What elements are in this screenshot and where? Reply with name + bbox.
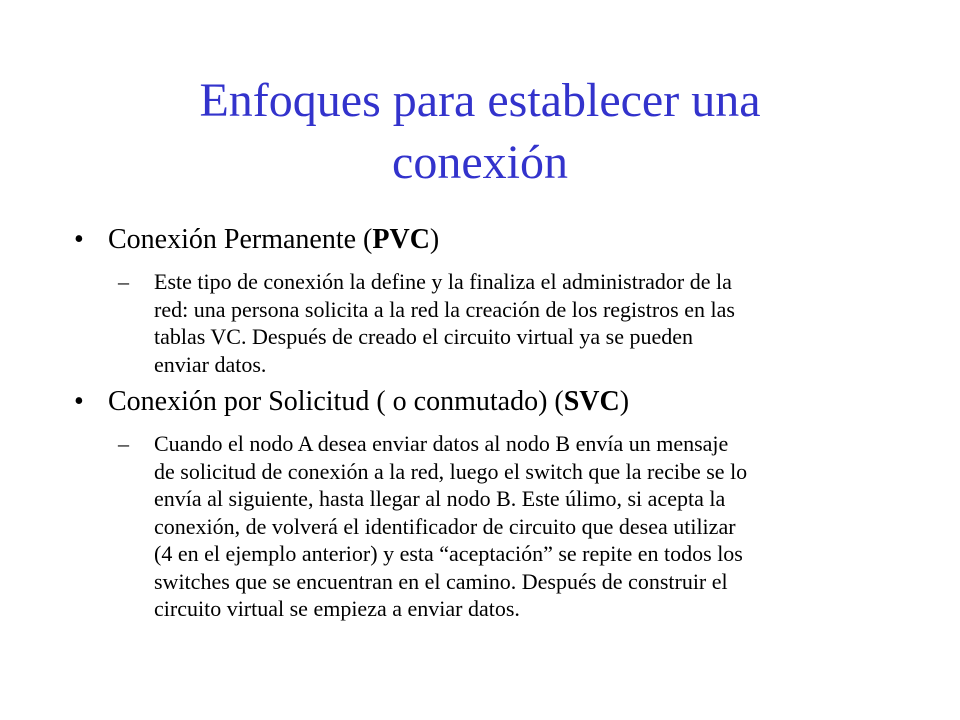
heading-bold: PVC bbox=[372, 224, 430, 255]
sub-line: conexión, de volverá el identificador de circuito que desea utilizar bbox=[154, 513, 736, 539]
sub-line: Cuando el nodo A desea enviar datos al nodo B envía un mensaje bbox=[154, 431, 729, 456]
slide-title bbox=[80, 70, 880, 194]
heading-prefix: Conexión por Solicitud ( o conmutado) ( bbox=[108, 386, 564, 417]
dash-icon: – bbox=[118, 431, 129, 456]
sub-line: red: una persona solicita a la red la creación de los registros en las bbox=[154, 296, 735, 322]
bullet-item-pvc bbox=[74, 222, 874, 258]
sub-line: tablas VC. Después de creado el circuito virtual ya se pueden bbox=[154, 324, 694, 349]
bullet-icon: • bbox=[74, 224, 84, 255]
sub-item-pvc bbox=[74, 268, 874, 378]
sub-line: (4 en el ejemplo anterior) y esta “aceptación” se repite en todos los bbox=[154, 541, 743, 566]
sub-line: envía al siguiente, hasta llegar al nodo B. Este úlimo, si acepta la bbox=[154, 486, 726, 511]
bullet-icon: • bbox=[74, 386, 84, 417]
title-line-1: Enfoques para establecer una bbox=[199, 74, 761, 127]
bullet-item-svc bbox=[74, 384, 874, 420]
heading-prefix: Conexión Permanente ( bbox=[108, 224, 373, 255]
sub-line: Este tipo de conexión la define y la finaliza el administrador de la bbox=[154, 269, 732, 294]
title-line-2: conexión bbox=[392, 136, 568, 189]
heading-suffix: ) bbox=[619, 386, 630, 417]
slide-content bbox=[74, 222, 874, 627]
sub-line: de solicitud de conexión a la red, luego el switch que la recibe se lo bbox=[154, 458, 748, 484]
dash-icon: – bbox=[118, 269, 129, 294]
sub-line: enviar datos. bbox=[154, 351, 267, 377]
sub-line: switches que se encuentran en el camino. Después de construir el bbox=[154, 568, 728, 594]
sub-line: circuito virtual se empieza a enviar datos. bbox=[154, 596, 520, 621]
heading-suffix: ) bbox=[429, 224, 440, 255]
heading-bold: SVC bbox=[563, 386, 620, 417]
sub-item-svc bbox=[74, 430, 874, 623]
